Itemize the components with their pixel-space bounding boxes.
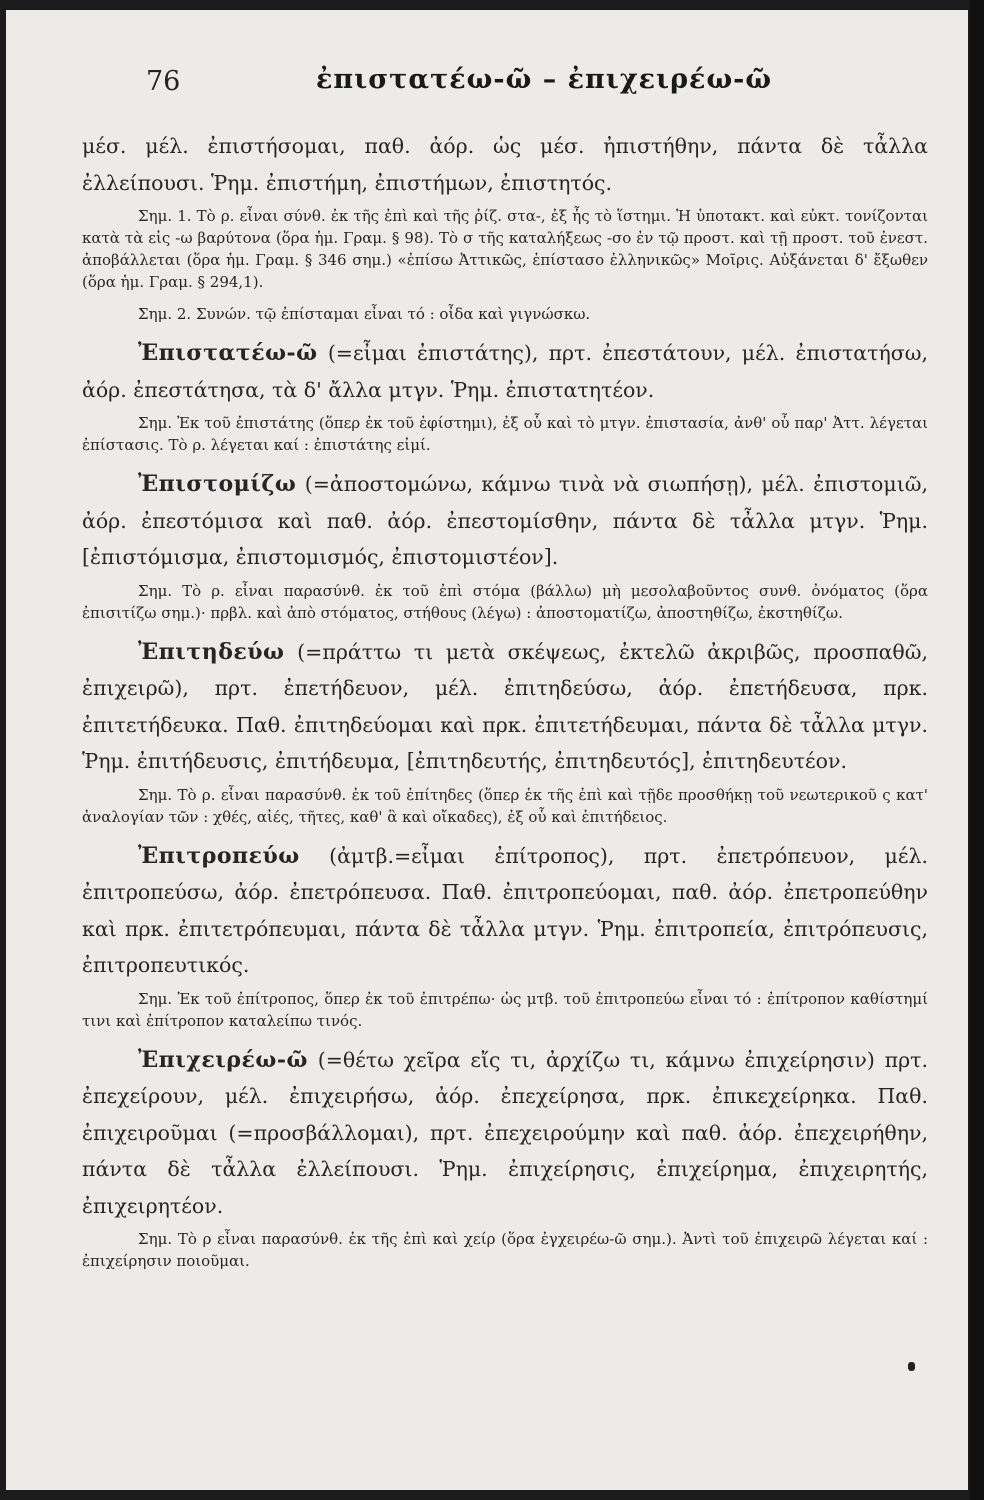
entry-note: Σημ. Ἐκ τοῦ ἐπιστάτης (ὅπερ ἐκ τοῦ ἐφίστημι), ἐξ οὗ καὶ τὸ μτγν. ἐπιστασία, ἀνθ' οὗ παρ' Ἀττ. λέγεται ἐπίστασις. Τὸ ρ. λέγεται καί : ἐπιστάτης εἰμί. (82, 414, 928, 454)
page-number: 76 (146, 66, 181, 97)
entry-note: Σημ. Τὸ ρ. εἶναι παρασύνθ. ἐκ τοῦ ἐπὶ στόμα (βάλλω) μὴ μεσολαβοῦντος συνθ. ὀνόματος (ὅρα ἐπισιτίζω σημ.)· πρβλ. καὶ ἀπὸ στόματος, στήθους (λέγω) : ἀποστοματίζω, ἀποστηθίζω, ἐκστηθίζω. (82, 581, 928, 622)
entry-headword: Ἐπιστομίζω (138, 471, 297, 497)
page-header (6, 60, 968, 110)
continued-entry-text: μέσ. μέλ. ἐπιστήσομαι, παθ. ἀόρ. ὡς μέσ. ἠπιστήθην, πάντα δὲ τἆλλα ἐλλείπουσι. Ῥημ. ἐπιστήμη, ἐπιστήμων, ἐπιστητός. (82, 134, 928, 195)
dictionary-entry (82, 634, 928, 828)
entry-body: (=πράττω τι μετὰ σκέψεως, ἐκτελῶ ἀκριβῶς, προσπαθῶ, ἐπιχειρῶ), πρτ. ἐπετήδευον, μέλ. ἐπιτηδεύσω, ἀόρ. ἐπετήδευσα, πρκ. ἐπιτετήδευκα. Παθ. ἐπιτηδεύομαι καὶ πρκ. ἐπιτετήδευμαι, πάντα δὲ τἆλλα μτγν. Ῥημ. ἐπιτήδευσις, ἐπιτήδευμα, [ἐπιτηδευτής, ἐπιτηδευτός], ἐπιτηδευτέον. (82, 639, 928, 773)
entry-paragraph (82, 1042, 928, 1225)
entry-paragraph (82, 838, 928, 984)
entry-headword: Ἐπιστατέω-ῶ (138, 340, 318, 366)
ink-blot-mark (908, 1362, 915, 1371)
running-head: ἐπιστατέω-ῶ – ἐπιχειρέω-ῶ (316, 64, 773, 95)
entry-body: (=εἶμαι ἐπιστάτης), πρτ. ἐπεστάτουν, μέλ. ἐπιστατήσω, ἀόρ. ἐπεστάτησα, τὰ δ' ἄλλα μτγν. Ῥημ. ἐπιστατητέον. (82, 341, 928, 402)
entry-note: Σημ. 1. Τὸ ρ. εἶναι σύνθ. ἐκ τῆς ἐπὶ καὶ τῆς ῥίζ. στα-, ἐξ ἧς τὸ ἵστημι. Ἡ ὑποτακτ. καὶ εὐκτ. τονίζονται κατὰ τὰ εἰς -ω βαρύτονα (ὅρα ἡμ. Γραμ. § 98). Τὸ σ τῆς καταλήξεως -σο ἐν τῷ προστ. καὶ τῇ προστ. τοῦ ἐνεστ. ἀποβάλλεται (ὅρα ἡμ. Γραμ. § 346 σημ.) «ἐπίσω Ἀττικῶς, ἐπίστασο ἑλληνικῶς» Μοῖρις. Αὐξάνεται δ' ἔξωθεν (ὅρα ἡμ. Γραμ. § 294,1). (82, 207, 928, 291)
entry-paragraph (82, 335, 928, 408)
entry-paragraph (82, 634, 928, 780)
entry-note: Σημ. Τὸ ρ. εἶναι παρασύνθ. ἐκ τοῦ ἐπίτηδες (ὅπερ ἐκ τῆς ἐπὶ καὶ τῇδε προσθήκῃ τοῦ νεωτερικοῦ ς κατ' ἀναλογίαν τῶν : χθές, αἰές, τῆτες, καθ' ἃ καὶ οἴκαδες), ἐξ οὗ καὶ ἐπιτήδειος. (82, 785, 928, 826)
entry-body: (=ἀποστομώνω, κάμνω τινὰ νὰ σιωπήσῃ), μέλ. ἐπιστομιῶ, ἀόρ. ἐπεστόμισα καὶ παθ. ἀόρ. ἐπεστομίσθην, πάντα δὲ τἆλλα μτγν. Ῥημ. [ἐπιστόμισμα, ἐπιστομισμός, ἐπιστομιστέον]. (82, 472, 928, 569)
entry-note: Σημ. 2. Συνών. τῷ ἐπίσταμαι εἶναι τό : οἶδα καὶ γιγνώσκω. (138, 305, 591, 323)
entry-headword: Ἐπιχειρέω-ῶ (138, 1046, 308, 1073)
book-page (6, 10, 968, 1490)
entry-headword: Ἐπιτηδεύω (138, 638, 285, 665)
entry-headword: Ἐπιτροπεύω (138, 842, 300, 869)
entry-body: (=θέτω χεῖρα εἴς τι, ἀρχίζω τι, κάμνω ἐπιχείρησιν) πρτ. ἐπεχείρουν, μέλ. ἐπιχειρήσω, ἀόρ. ἐπεχείρησα, πρκ. ἐπικεχείρηκα. Παθ. ἐπιχειροῦμαι (=προσβάλλομαι), πρτ. ἐπεχειρούμην καὶ παθ. ἀόρ. ἐπεχειρήθην, πάντα δὲ τἆλλα ἐλλείπουσι. Ῥημ. ἐπιχείρησις, ἐπιχείρημα, ἐπιχειρητής, ἐπιχειρητέον. (82, 1047, 928, 1218)
dictionary-entry (82, 838, 928, 1032)
book-spine-shadow (970, 0, 984, 1500)
entry-note: Σημ. Τὸ ρ εἶναι παρασύνθ. ἐκ τῆς ἐπὶ καὶ χείρ (ὅρα ἐγχειρέω-ῶ σημ.). Ἀντὶ τοῦ ἐπιχειρῶ λέγεται καί : ἐπιχείρησιν ποιοῦμαι. (82, 1230, 928, 1270)
dictionary-entry (82, 1042, 928, 1273)
dictionary-entry (82, 335, 928, 456)
entry-note: Σημ. Ἐκ τοῦ ἐπίτροπος, ὅπερ ἐκ τοῦ ἐπιτρέπω· ὡς μτβ. τοῦ ἐπιτροπεύω εἶναι τό : ἐπίτροπον καθίστημί τινι καὶ ἐπίτροπον καταλείπω τινός. (82, 989, 928, 1030)
page-content (82, 128, 928, 1282)
entry-body: (ἀμτβ.=εἶμαι ἐπίτροπος), πρτ. ἐπετρόπευον, μέλ. ἐπιτροπεύσω, ἀόρ. ἐπετρόπευσα. Παθ. ἐπιτροπεύομαι, παθ. ἀόρ. ἐπετροπεύθην καὶ πρκ. ἐπιτετρόπευμαι, πάντα δὲ τἆλλα μτγν. Ῥημ. ἐπιτροπεία, ἐπιτρόπευσις, ἐπιτροπευτικός. (82, 843, 928, 977)
dictionary-entry (82, 466, 928, 624)
entry-paragraph (82, 466, 928, 576)
